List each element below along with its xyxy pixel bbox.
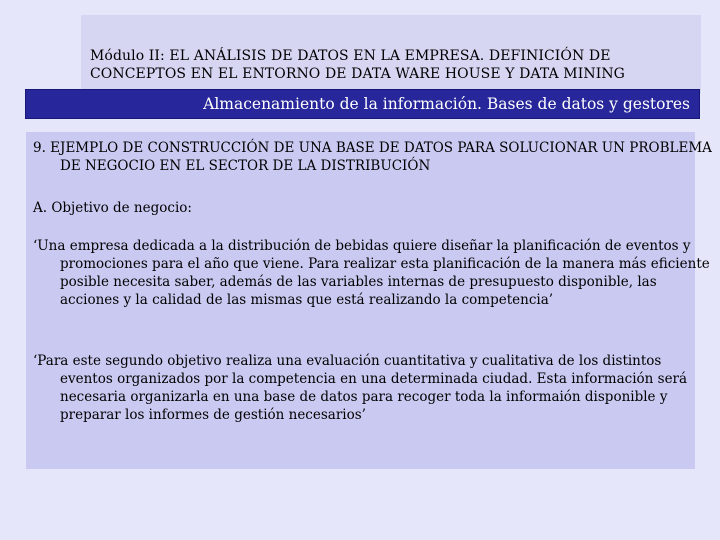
module-title bbox=[90, 47, 700, 83]
objective-paragraph-1: ‘Una empresa dedicada a la distribución de bebidas quiere diseñar la planificación de eventos y promociones para el año que viene. Para realizar esta planificación de la manera más eficiente posible necesita saber, además de las variables internas de presupuesto disponible, las acciones y la calidad de las mismas que está realizando la competencia’ bbox=[33, 238, 710, 308]
module-title-line-1: Módulo II: EL ANÁLISIS DE DATOS EN LA EMPRESA. DEFINICIÓN DE bbox=[90, 48, 611, 64]
section-title: 9. EJEMPLO DE CONSTRUCCIÓN DE UNA BASE DE DATOS PARA SOLUCIONAR UN PROBLEMA DE NEGOCIO EN EL SECTOR DE LA DISTRIBUCIÓN bbox=[33, 140, 712, 174]
objective-label: A. Objetivo de negocio: bbox=[33, 200, 192, 216]
slide-title-banner bbox=[25, 89, 700, 119]
module-title-line-2: CONCEPTOS EN EL ENTORNO DE DATA WARE HOUSE Y DATA MINING bbox=[90, 66, 625, 82]
slide-title: Almacenamiento de la información. Bases de datos y gestores bbox=[203, 95, 690, 113]
objective-paragraph-2: ‘Para este segundo objetivo realiza una evaluación cuantitativa y cualitativa de los distintos eventos organizados por la competencia en una determinada ciudad. Esta información será necesaria organizarla en una base de datos para recoger toda la informaión disponible y preparar los informes de gestión necesarios’ bbox=[33, 353, 688, 423]
